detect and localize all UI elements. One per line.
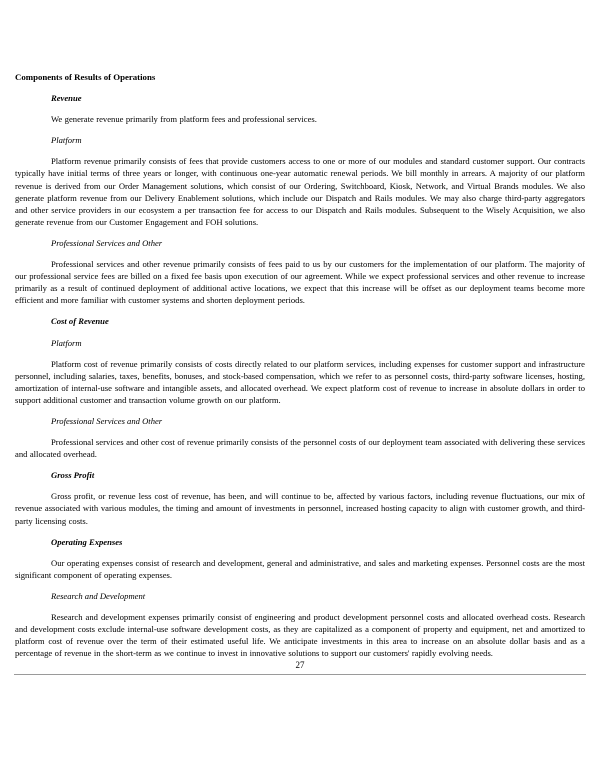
subheading-cost-of-revenue: Cost of Revenue — [51, 316, 109, 327]
footer-divider — [14, 674, 586, 675]
page-number: 27 — [295, 660, 305, 670]
subheading-research-and-development: Research and Development — [51, 590, 146, 601]
subheading-revenue: Revenue — [51, 93, 82, 104]
document-content — [15, 71, 585, 659]
subheading-platform-revenue: Platform — [51, 135, 82, 146]
paragraph-platform-cost: Platform cost of revenue primarily consists of costs directly related to our platform services, including expenses for customer support and infrastructure personnel, including salaries, taxes, benefits, bonuses, and stock-based compensation, which we refer to as personnel costs, third-party software licenses, hosting, amortization of internal-use software and intangible assets, and allocated overhead. We expect platform cost of revenue to increase in absolute dollars in order to support additional customer and transaction volume growth on our platform. — [15, 358, 585, 405]
subheading-platform-cost: Platform — [51, 337, 82, 348]
paragraph-professional-services-cost: Professional services and other cost of revenue primarily consists of the personnel costs of our deployment team associated with delivering these services and allocated overhead. — [15, 437, 585, 460]
paragraph-revenue-intro: We generate revenue primarily from platform fees and professional services. — [51, 114, 317, 125]
paragraph-platform-revenue: Platform revenue primarily consists of fees that provide customers access to one or more of our modules and standard customer support. Our contracts typically have initial terms of three years or longer, with continuous one-year automatic renewal periods. We bill monthly in arrears. A majority of our platform revenue is derived from our Order Management solutions, which consist of our Ordering, Switchboard, Kiosk, Network, and Virtual Brands modules. We also generate platform revenue from our Delivery Enablement solutions, which include our Dispatch and Rails modules. We may also charge third-party aggregators and other service providers in our ecosystem a per transaction fee for access to our Dispatch and Rails modules. Subsequent to the Wisely Acquisition, we also generate revenue from our Customer Engagement and FOH solutions. — [15, 156, 585, 227]
paragraph-professional-services-revenue: Professional services and other revenue primarily consists of fees paid to us by our customers for the implementation of our platform. The majority of our professional service fees are billed on a fixed fee basis upon execution of our agreement. While we expect professional services and other revenue to increase primarily as a result of continued deployment of additional active locations, we expect that this increase will be offset as our deployment teams become more efficient and more familiar with customer systems and shorten deployment periods. — [15, 259, 585, 306]
subheading-professional-services-cost: Professional Services and Other — [51, 415, 163, 426]
section-heading-components-of-results-of-operations: Components of Results of Operations — [15, 72, 156, 82]
paragraph-research-and-development: Research and development expenses primarily consist of engineering and product development personnel costs and allocated overhead costs. Research and development costs exclude internal-use software development costs, as they are capitalized as a component of property and equipment, net and amortized to platform cost of revenue over the term of their estimated useful life. We anticipate investments in this area to increase on an absolute dollar basis and as a percentage of revenue in the short-term as we continue to invest in innovative solutions to support our customers' rapidly evolving needs. — [15, 612, 585, 659]
paragraph-operating-expenses: Our operating expenses consist of research and development, general and administrative, and sales and marketing expenses. Personnel costs are the most significant component of operating expenses. — [15, 557, 585, 580]
subheading-operating-expenses: Operating Expenses — [51, 536, 123, 547]
paragraph-gross-profit: Gross profit, or revenue less cost of revenue, has been, and will continue to be, affected by various factors, including revenue fluctuations, our mix of revenue associated with various modules, the timing and amount of investments in personnel, increased hosting capacity to align with customer growth, and third-party licensing costs. — [15, 491, 585, 526]
subheading-professional-services-revenue: Professional Services and Other — [51, 237, 163, 248]
subheading-gross-profit: Gross Profit — [51, 470, 95, 481]
